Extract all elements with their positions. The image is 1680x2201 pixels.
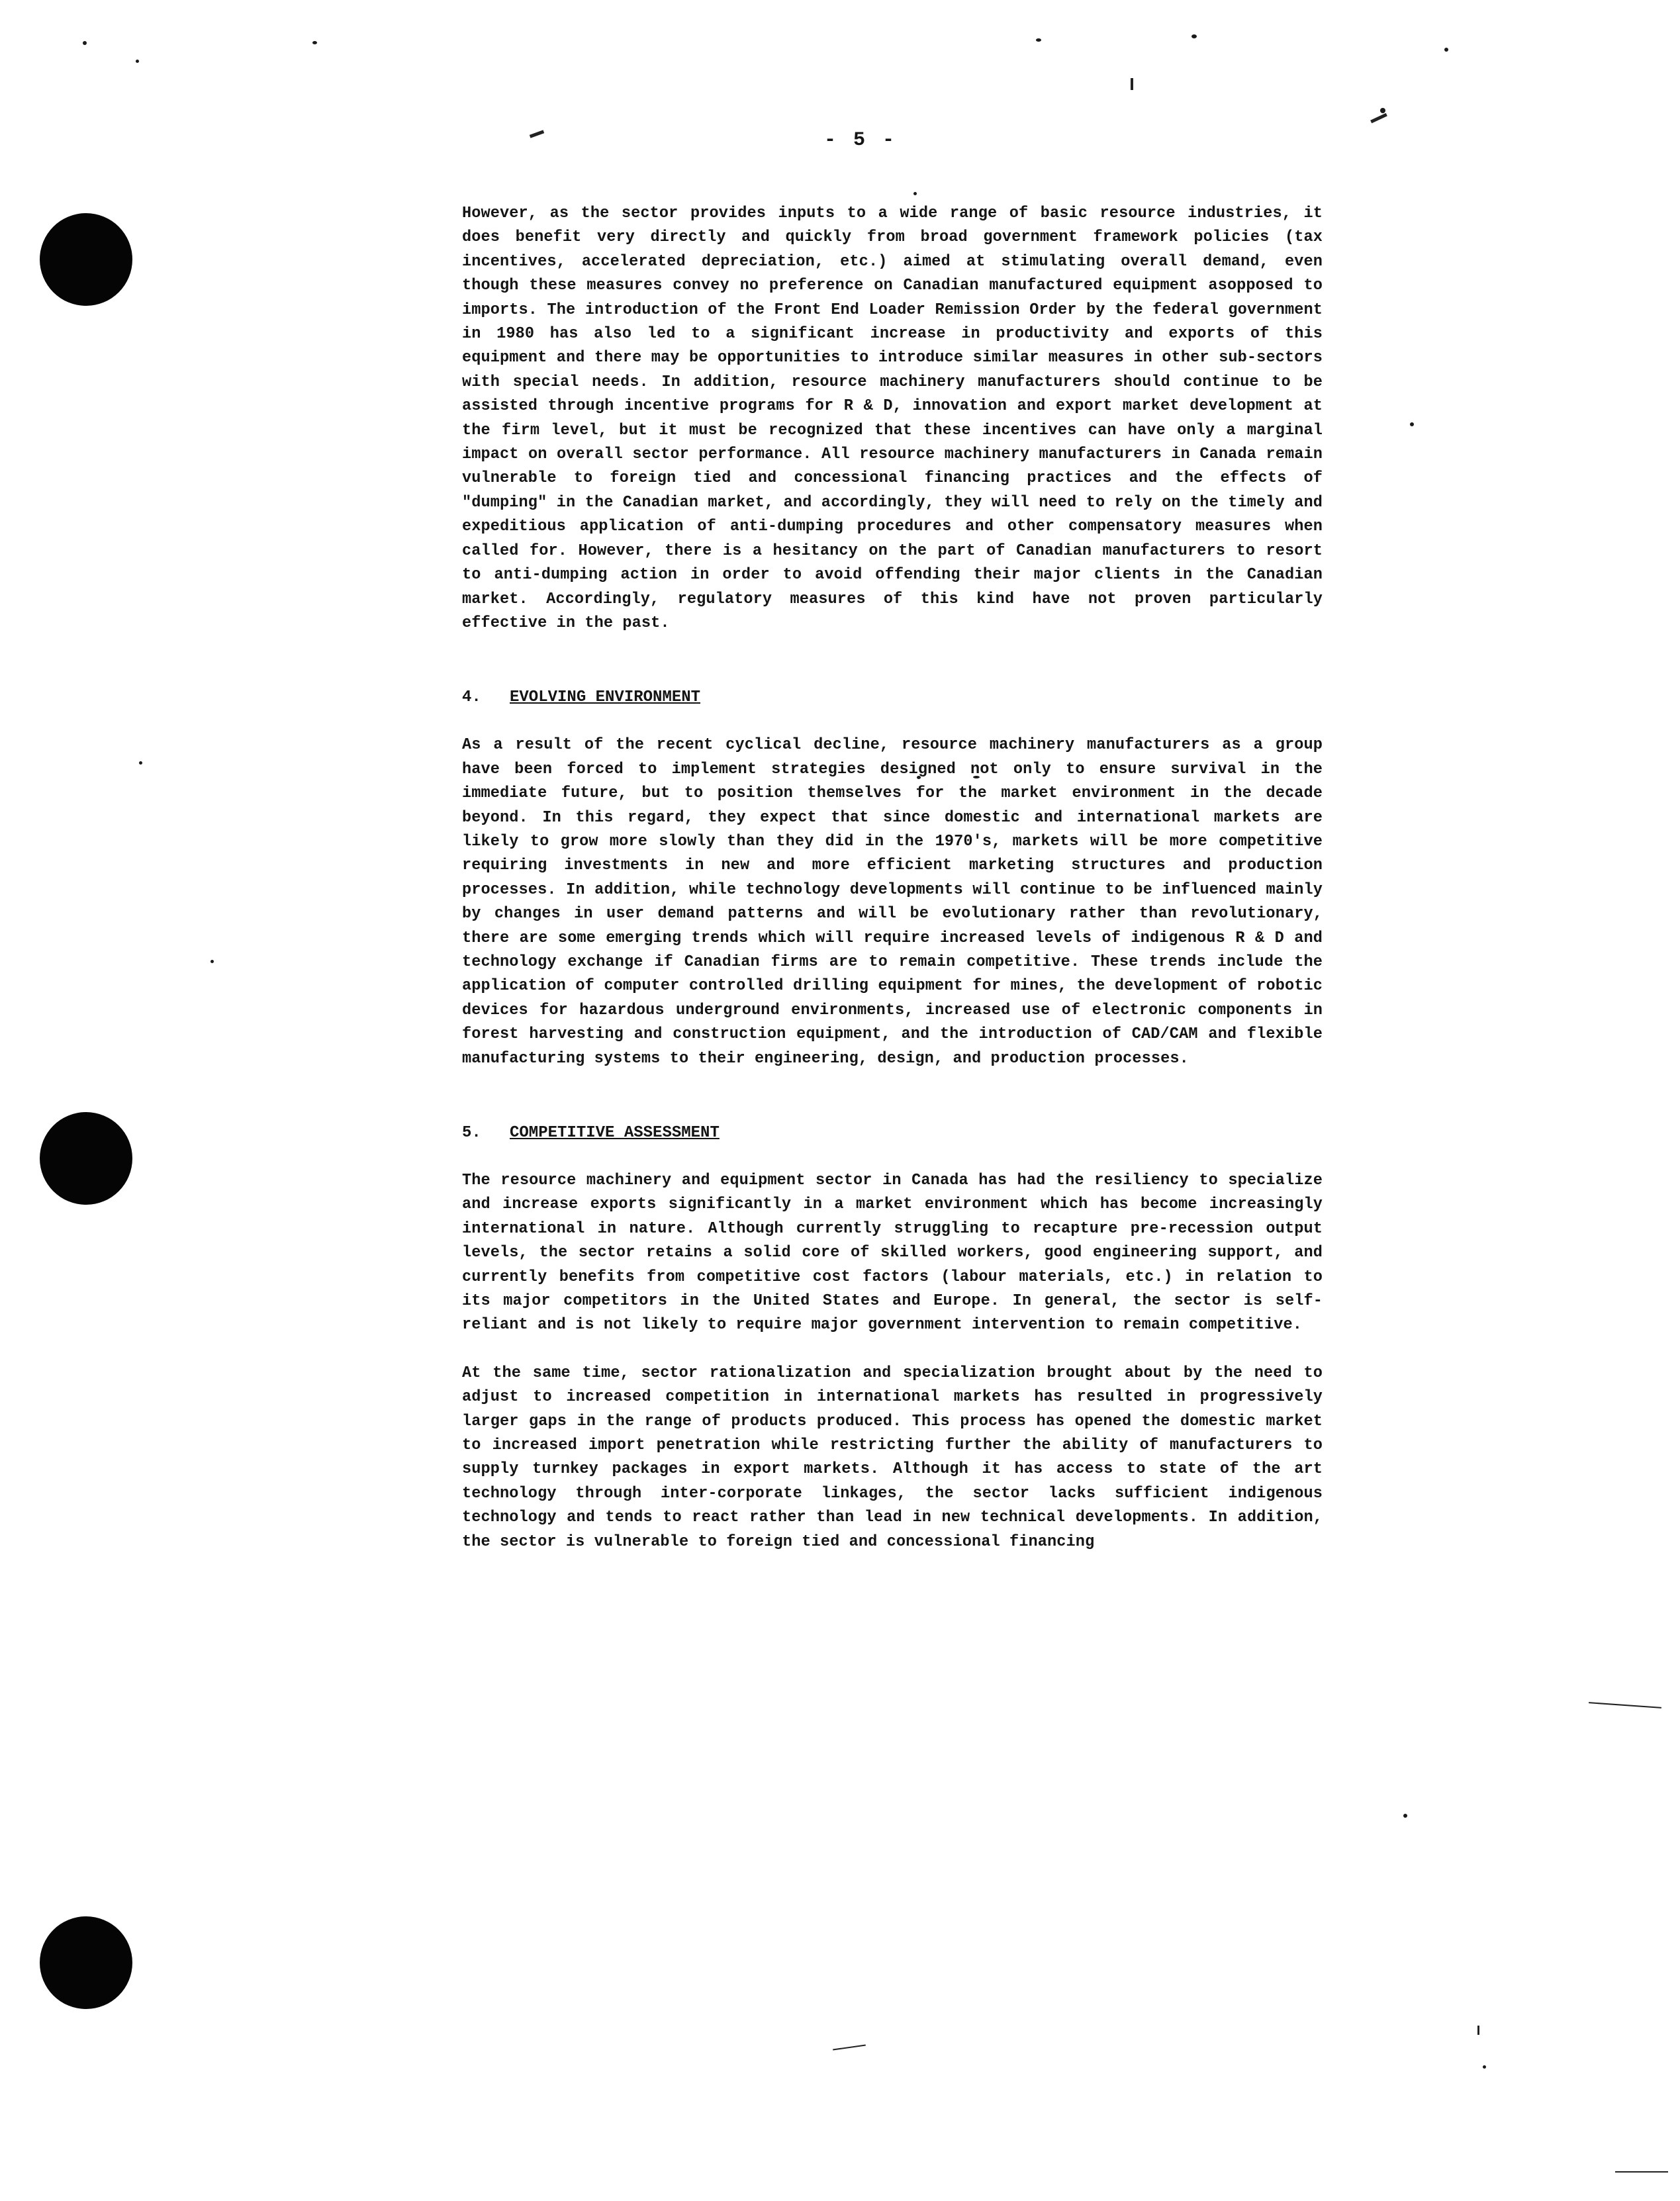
scan-mark [833, 2045, 866, 2051]
section-heading-competitive-assessment [462, 1121, 1323, 1145]
competitive-assessment-paragraph-2: At the same time, sector rationalization and specialization brought about by the need to adjust to increased competition in international markets has resulted in progressively larger gaps in the range of products produced. This process has opened the domestic market to increased import penetration while restricting further the ability of manufacturers to supply turnkey packages in export markets. Although it has access to state of the art technology through inter-corporate linkages, the sector lacks sufficient indigenous technology and tends to react rather than lead in new technical developments. In addition, the sector is vulnerable to foreign tied and concessional financing [462, 1364, 1323, 1551]
scan-speck [210, 960, 214, 963]
scan-mark [1615, 2171, 1668, 2173]
scan-mark [1477, 2026, 1479, 2035]
scan-speck [1036, 38, 1041, 42]
section-number: 5. [462, 1124, 481, 1142]
scan-mark [530, 130, 544, 138]
page-number: - 5 - [823, 129, 897, 152]
punch-hole-top [40, 213, 132, 306]
body-text [462, 202, 1323, 1554]
punch-hole-middle [40, 1112, 132, 1205]
scan-speck [1483, 2065, 1486, 2069]
evolving-environment-paragraph: As a result of the recent cyclical decline, resource machinery manufacturers as a group have been forced to implement strategies designed not only to ensure survival in the immediate future, but to position themselves for the market environment in the decade beyond. In this regard, they expect that since domestic and international markets are likely to grow more slowly than they did in the 1970's, markets will be more competitive requiring investments in new and more efficient marketing structures and production processes. In addition, while technology developments will continue to be influenced mainly by changes in user demand patterns and will be evolutionary rather than revolutionary, there are some emerging trends which will require increased levels of indigenous R & D and technology exchange if Canadian firms are to remain competitive. These trends include the application of computer controlled drilling equipment for mines, the development of robotic devices for hazardous underground environments, increased use of electronic components in forest harvesting and construction equipment, and the introduction of CAD/CAM and flexible manufacturing systems to their engineering, design, and production processes. [462, 736, 1323, 1068]
scan-speck [139, 761, 142, 765]
scan-speck [1191, 34, 1197, 38]
section-title: COMPETITIVE ASSESSMENT [510, 1124, 720, 1142]
scan-speck [913, 192, 917, 195]
scan-speck [1444, 48, 1448, 52]
intro-paragraph: However, as the sector provides inputs to a wide range of basic resource industries, it does benefit very directly and quickly from broad government framework policies (tax incentives, accelerated depreciation, etc.) aimed at stimulating overall demand, even though these measures convey no preference on Canadian manufactured equipment asopposed to imports. The introduction of the Front End Loader Remission Order by the federal government in 1980 has also led to a significant increase in productivity and exports of this equipment and there may be opportunities to introduce similar measures in other sub-sectors with special needs. In addition, resource machinery manufacturers should continue to be assisted through incentive programs for R & D, innovation and export market development at the firm level, but it must be recognized that these incentives can have only a marginal impact on overall sector performance. All resource machinery manufacturers in Canada remain vulnerable to foreign tied and concessional financing practices and the effects of "dumping" in the Canadian market, and accordingly, they will need to rely on the timely and expeditious application of anti-dumping procedures and other compensatory measures when called for. However, there is a hesitancy on the part of Canadian manufacturers to resort to anti-dumping action in order to avoid offending their major clients in the Canadian market. Accordingly, regulatory measures of this kind have not proven particularly effective in the past. [462, 205, 1323, 632]
scan-mark [1131, 78, 1133, 90]
section-title: EVOLVING ENVIRONMENT [510, 688, 701, 707]
section-number: 4. [462, 688, 481, 707]
scan-speck [136, 60, 139, 63]
scan-mark [1589, 1702, 1661, 1709]
scan-speck [1410, 422, 1414, 426]
section-heading-evolving-environment [462, 686, 1323, 710]
punch-hole-bottom [40, 1916, 132, 2009]
scan-speck [83, 41, 87, 45]
scan-speck [312, 41, 317, 44]
scan-speck [1403, 1814, 1407, 1818]
scan-mark [1370, 113, 1387, 124]
scan-speck [1380, 108, 1385, 113]
competitive-assessment-paragraph-1: The resource machinery and equipment sector in Canada has had the resiliency to specialize and increase exports significantly in a market environment which has become increasingly international in nature. Although currently struggling to recapture pre-recession output levels, the sector retains a solid core of skilled workers, good engineering support, and currently benefits from competitive cost factors (labour materials, etc.) in relation to its major competitors in the United States and Europe. In general, the sector is self-reliant and is not likely to require major government intervention to remain competitive. [462, 1172, 1323, 1335]
